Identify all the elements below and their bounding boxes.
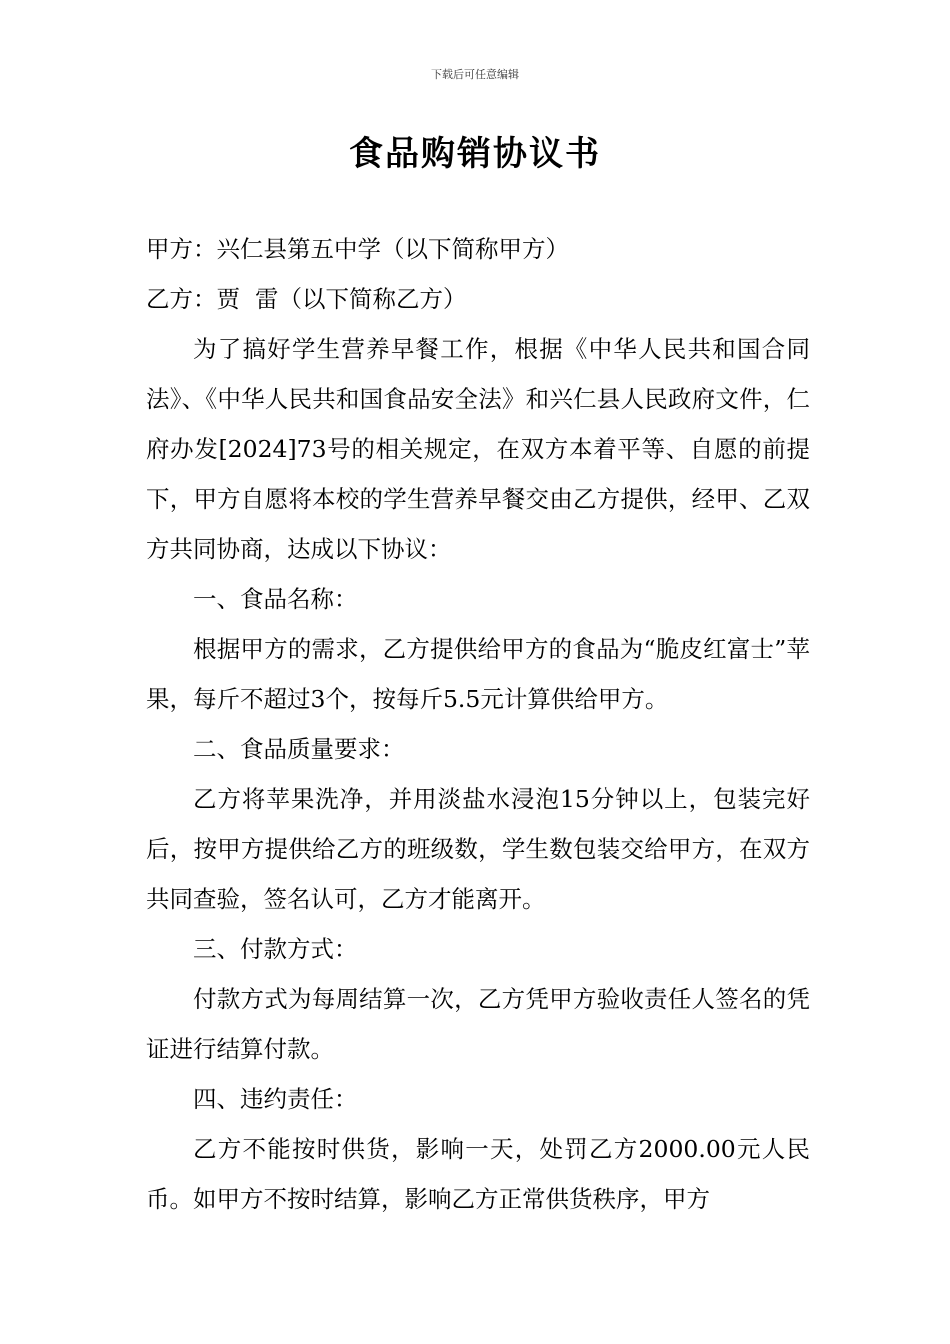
section-heading: 三、付款方式： [193, 935, 358, 963]
section-content: 根据甲方的需求，乙方提供给甲方的食品为“脆皮红富士”苹果，每斤不超过3个，按每斤5.5元计算供给甲方。 [146, 635, 810, 713]
document-title: 食品购销协议书 [349, 134, 601, 174]
section-heading: 二、食品质量要求： [193, 735, 405, 763]
section-content: 乙方将苹果洗净，并用淡盐水浸泡15分钟以上，包装完好后，按甲方提供给乙方的班级数，学生数包装交给甲方，在双方共同查验，签名认可，乙方才能离开。 [146, 785, 810, 913]
section-heading: 一、食品名称： [193, 585, 358, 613]
section-content: 付款方式为每周结算一次，乙方凭甲方验收责任人签名的凭证进行结算付款。 [146, 985, 810, 1063]
document-body [146, 224, 810, 1224]
party-a-line: 甲方：兴仁县第五中学（以下简称甲方） [146, 235, 569, 263]
header-note: 下载后可任意编辑 [431, 68, 519, 81]
section-heading: 四、违约责任： [193, 1085, 358, 1113]
intro-paragraph: 为了搞好学生营养早餐工作，根据《中华人民共和国合同法》、《中华人民共和国食品安全法》和兴仁县人民政府文件，仁府办发[2024]73号的相关规定，在双方本着平等、自愿的前提下，甲方自愿将本校的学生营养早餐交由乙方提供，经甲、乙双方共同协商，达成以下协议： [146, 335, 810, 563]
party-b-line: 乙方：贾 雷（以下简称乙方） [146, 285, 467, 313]
section-content: 乙方不能按时供货，影响一天，处罚乙方2000.00元人民币。如甲方不按时结算，影响乙方正常供货秩序，甲方 [146, 1135, 810, 1213]
